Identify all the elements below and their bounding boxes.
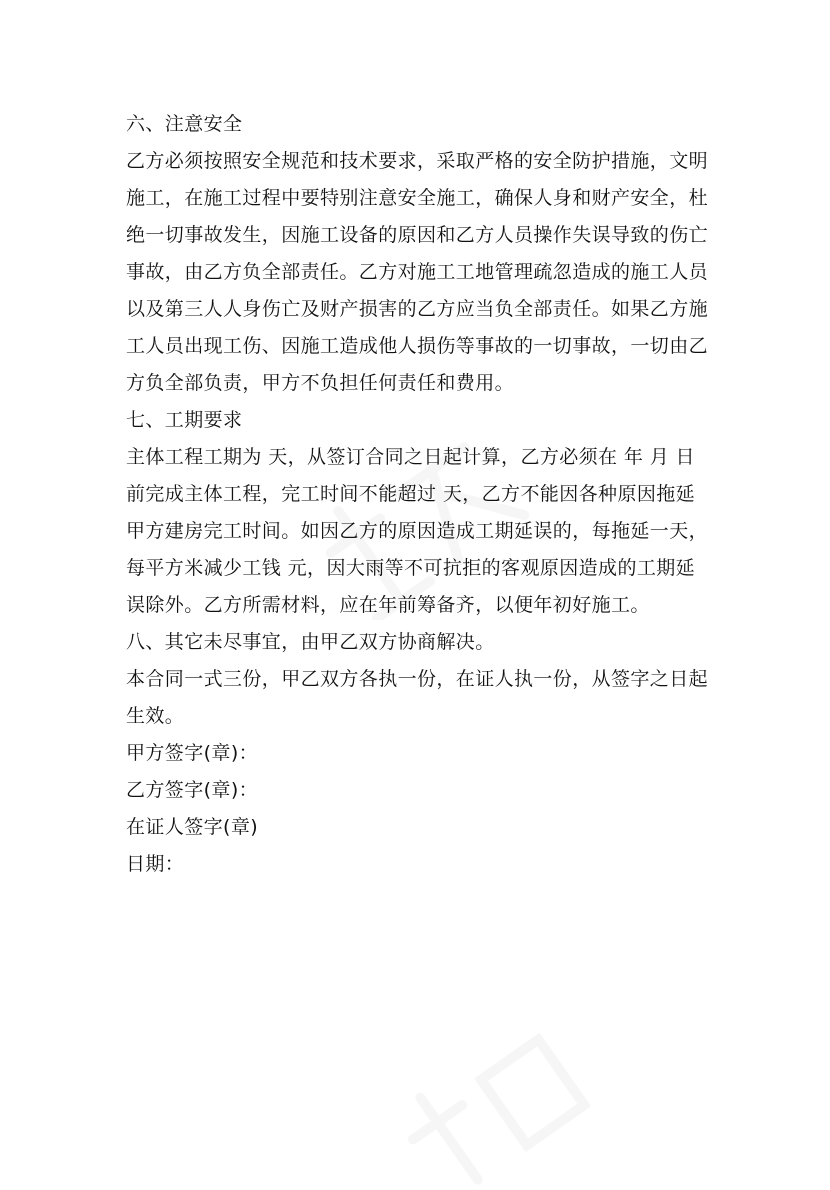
paragraph-line: 主体工程工期为 天，从签订合同之日起计算，乙方必须在 年 月 日 <box>126 446 695 468</box>
contract-body <box>126 106 716 883</box>
paragraph-line: 生效。 <box>126 705 185 727</box>
paragraph-line: 绝一切事故发生，因施工设备的原因和乙方人员操作失误导致的伤亡 <box>126 224 709 246</box>
section-heading-safety: 六、注意安全 <box>126 113 243 135</box>
section-heading-schedule: 七、工期要求 <box>126 409 243 431</box>
watermark-mark-lower <box>390 1030 590 1190</box>
paragraph-line: 工人员出现工伤、因施工造成他人损伤等事故的一切事故，一切由乙 <box>126 335 709 357</box>
paragraph-line: 前完成主体工程，完工时间不能超过 天，乙方不能因各种原因拖延 <box>126 483 696 505</box>
paragraph-line: 乙方必须按照安全规范和技术要求，采取严格的安全防护措施，文明 <box>126 150 709 172</box>
paragraph-line: 甲方建房完工时间。如因乙方的原因造成工期延误的，每拖延一天， <box>126 520 709 542</box>
paragraph-line: 方负全部负责，甲方不负担任何责任和费用。 <box>126 372 515 394</box>
paragraph-line: 事故，由乙方负全部责任。乙方对施工工地管理疏忽造成的施工人员 <box>126 261 709 283</box>
paragraph-line: 误除外。乙方所需材料，应在年前筹备齐，以便年初好施工。 <box>126 594 650 616</box>
signature-party-b: 乙方签字(章)： <box>126 779 259 801</box>
signature-date: 日期： <box>126 853 185 875</box>
paragraph-line: 本合同一式三份，甲乙双方各执一份，在证人执一份，从签字之日起 <box>126 668 709 690</box>
paragraph-line: 每平方米减少工钱 元，因大雨等不可抗拒的客观原因造成的工期延 <box>126 557 696 579</box>
paragraph-line: 以及第三人人身伤亡及财产损害的乙方应当负全部责任。如果乙方施 <box>126 298 709 320</box>
signature-party-a: 甲方签字(章)： <box>126 742 259 764</box>
paragraph-line: 施工，在施工过程中要特别注意安全施工，确保人身和财产安全，杜 <box>126 187 709 209</box>
section-heading-other: 八、其它未尽事宜，由甲乙双方协商解决。 <box>126 631 495 653</box>
signature-witness: 在证人签字(章) <box>126 816 259 838</box>
